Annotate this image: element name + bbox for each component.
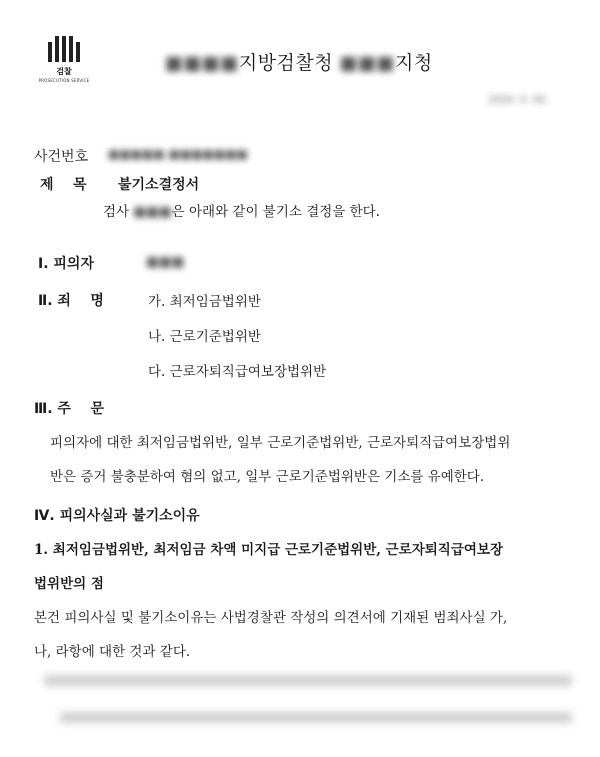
section-1-label: Ⅰ. 피의자 <box>38 256 94 272</box>
reason-text-line-2: 나, 라항에 대한 것과 같다. <box>34 644 191 660</box>
redacted-line-2 <box>60 712 572 723</box>
title-label: 제 목 <box>40 177 87 193</box>
prosecutor-name-redacted: ■■■ <box>133 204 172 220</box>
case-number-value: ■■■■■ ■■■■■■■ <box>108 147 248 161</box>
reason-text-line-1: 본건 피의사실 및 불기소이유는 사법경찰관 작성의 의견서에 기재된 범죄사실 가, <box>34 610 508 626</box>
case-number-label: 사건번호 <box>34 149 89 165</box>
logo-subtext: PROSECUTION SERVICE <box>38 78 90 83</box>
office-title-part1: 지방검찰청 <box>238 52 334 74</box>
charge-item-1: 가. 최저임금법위반 <box>148 294 261 310</box>
disposition-text-line-2: 반은 증거 불충분하여 혐의 없고, 일부 근로기준법위반은 기소를 유예한다. <box>50 469 485 485</box>
charge-item-3: 다. 근로자퇴직급여보장법위반 <box>148 364 327 380</box>
intro-suffix: 은 아래와 같이 불기소 결정을 한다. <box>171 204 380 220</box>
suspect-name-redacted: ■■■ <box>146 254 185 270</box>
branch-name-redacted: ■■■ <box>339 52 395 74</box>
section-2-label: Ⅱ. 죄 명 <box>38 293 104 309</box>
section-4-subheading-line-1: 1. 최저임금법위반, 최저임금 차액 미지급 근로기준법위반, 근로자퇴직급여보장 <box>34 542 504 558</box>
charge-item-2: 나. 근로기준법위반 <box>148 329 261 345</box>
logo-emblem-icon <box>38 36 90 62</box>
office-title <box>165 48 433 75</box>
document-date: 2020. 0. 00. <box>488 95 549 106</box>
title-value: 불기소결정서 <box>118 177 200 193</box>
disposition-text-line-1: 피의자에 대한 최저임금법위반, 일부 근로기준법위반, 근로자퇴직급여보장법위 <box>50 435 511 451</box>
logo-text: 검찰 <box>56 67 72 76</box>
prosecution-logo <box>38 36 90 84</box>
intro-line <box>103 200 380 220</box>
office-title-part2: 지청 <box>395 52 433 74</box>
section-4-subheading-line-2: 법위반의 점 <box>34 576 104 592</box>
intro-prefix: 검사 <box>103 204 130 220</box>
section-3-label: Ⅲ. 주 문 <box>34 401 104 417</box>
redacted-line-1 <box>44 675 572 686</box>
office-name-redacted: ■■■■ <box>165 52 239 74</box>
section-4-label: Ⅳ. 피의사실과 불기소이유 <box>34 508 200 524</box>
